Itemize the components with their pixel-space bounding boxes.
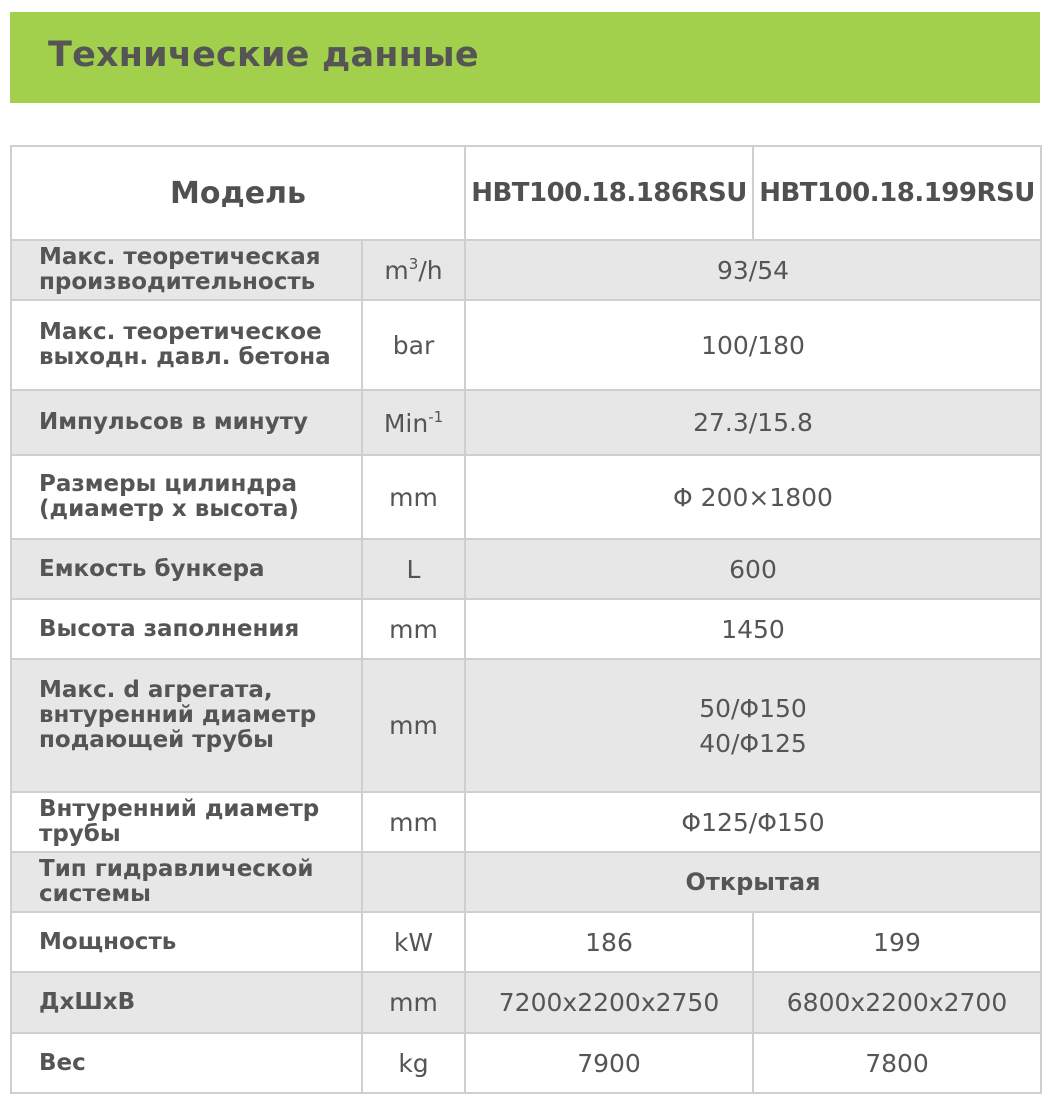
param-cell: Внтуренний диаметр трубы (11, 792, 362, 852)
param-cell: Мощность (11, 912, 362, 972)
table-row (11, 390, 1041, 455)
value-cell-1: 186 (465, 912, 753, 972)
unit-cell: Min$^{-1}$ (362, 390, 465, 455)
table-row (11, 539, 1041, 599)
param-cell: Размеры цилиндра (диаметр х высота) (11, 455, 362, 539)
param-cell: Макс. d агрегата, внтуренний диаметр подающей трубы (11, 659, 362, 792)
unit-cell: mm (362, 659, 465, 792)
value-cell: Φ 200×1800 (465, 455, 1041, 539)
unit-cell: mm (362, 792, 465, 852)
table-row (11, 972, 1041, 1033)
value-cell-2: 199 (753, 912, 1041, 972)
unit-cell: mm (362, 455, 465, 539)
table-row (11, 455, 1041, 539)
unit-cell: bar (362, 300, 465, 390)
unit-cell: mm (362, 599, 465, 659)
param-cell: Высота заполнения (11, 599, 362, 659)
table-row (11, 792, 1041, 852)
table-row (11, 659, 1041, 792)
spec-table (10, 145, 1042, 1094)
value-cell: 93/54 (465, 240, 1041, 300)
table-row (11, 1033, 1041, 1093)
model-name-1: HBT100.18.186RSU (465, 146, 753, 240)
value-cell: 50/Φ150 40/Φ125 (465, 659, 1041, 792)
param-cell: Емкость бункера (11, 539, 362, 599)
param-cell: Импульсов в минуту (11, 390, 362, 455)
param-cell: Вес (11, 1033, 362, 1093)
table-row (11, 240, 1041, 300)
value-cell: Φ125/Φ150 (465, 792, 1041, 852)
value-cell: 1450 (465, 599, 1041, 659)
page-title: Технические данные (48, 35, 479, 75)
unit-cell: mm (362, 972, 465, 1033)
section-banner (10, 12, 1040, 103)
unit-cell: L (362, 539, 465, 599)
unit-cell: kW (362, 912, 465, 972)
unit-cell (362, 852, 465, 912)
value-cell-1: 7900 (465, 1033, 753, 1093)
value-cell: 27.3/15.8 (465, 390, 1041, 455)
param-cell: Тип гидравлической системы (11, 852, 362, 912)
value-cell: 100/180 (465, 300, 1041, 390)
value-cell-2: 6800x2200x2700 (753, 972, 1041, 1033)
table-row (11, 300, 1041, 390)
table-row (11, 912, 1041, 972)
unit-cell: $m^3/h$ (362, 240, 465, 300)
param-cell: Макс. теоретическое выходн. давл. бетона (11, 300, 362, 390)
table-row (11, 852, 1041, 912)
table-header-row (11, 146, 1041, 240)
table-row (11, 599, 1041, 659)
model-name-2: HBT100.18.199RSU (753, 146, 1041, 240)
value-cell-2: 7800 (753, 1033, 1041, 1093)
model-label: Модель (11, 146, 465, 240)
value-cell-1: 7200x2200x2750 (465, 972, 753, 1033)
param-cell: Макс. теоретическая производительность (11, 240, 362, 300)
value-cell: 600 (465, 539, 1041, 599)
value-cell: Открытая (465, 852, 1041, 912)
param-cell: ДхШхВ (11, 972, 362, 1033)
unit-cell: kg (362, 1033, 465, 1093)
